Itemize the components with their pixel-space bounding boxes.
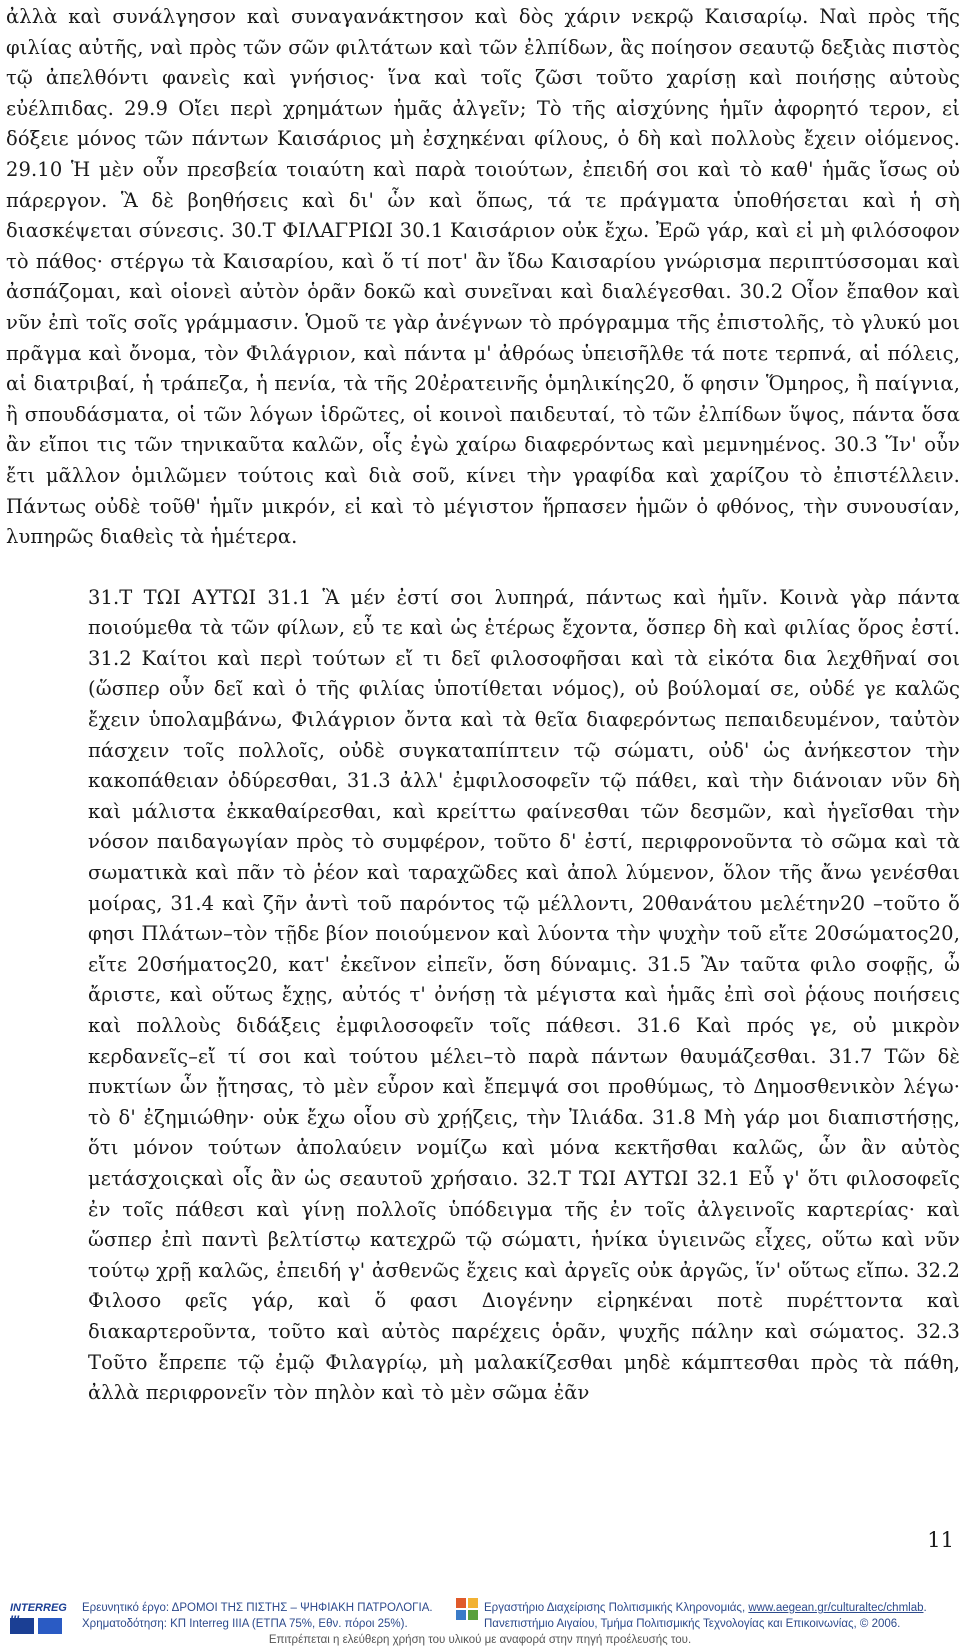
paragraph-letter-29-30: ἀλλὰ καὶ συνάλγησον καὶ συναγανάκτησον καὶ δὸς χάριν νεκρῷ Καισαρίῳ. Ναὶ πρὸς τῆς φιλίας αὐτῆς, ναὶ πρὸς τῶν σῶν φιλτάτων καὶ τῶν ἐλπίδων, ἃς ποίησον σεαυτῷ δεξιὰς πιστὸς τῷ ἀπελθόντι φανεὶς καὶ γνήσιος· ἵνα καὶ τοῖς ζῶσι τοῦτο χαρίσῃ καὶ ποιήσῃς αὐτοὺς εὐέλπιδας. 29.9 Οἴει περὶ χρημάτων ἡμᾶς ἀλγεῖν; Τὸ τῆς αἰσχύνης ἡμῖν ἀφορητό τερον, εἰ δόξειε μόνος τῶν πάντων Καισάριος μὴ ἐσχηκέναι φίλους, ὁ δὴ καὶ πολλοὺς ἔχειν οἰόμενος. 29.10 Ἡ μὲν οὖν πρεσβεία τοιαύτη καὶ παρὰ τοιούτων, ἐπειδή σοι καὶ τὸ καθ' ἡμᾶς ἴσως οὐ πάρεργον. Ἃ δὲ βοηθήσεις καὶ δι' ὧν καὶ ὅπως, τά τε πράγματα ὑποθήσεται καὶ ἡ σὴ διασκέψεται σύνεσις. 30.Τ ΦΙΛΑΓΡΙΩΙ 30.1 Καισάριον οὐκ ἔχω. Ἐρῶ γάρ, καὶ εἰ μὴ φιλόσοφον τὸ πάθος· στέργω τὰ Καισαρίου, καὶ ὅ τί ποτ' ἂν ἴδω Καισαρίου γνώρισμα περιπτύσσομαι καὶ ἀσπάζομαι, καὶ οἱονεὶ αὐτὸν ὁρᾶν δοκῶ καὶ συνεῖναι καὶ διαλέγεσθαι. 30.2 Οἷον ἔπαθον καὶ νῦν ἐπὶ τοῖς σοῖς γράμμασιν. Ὁμοῦ τε γὰρ ἀνέγνων τὸ πρόγραμμα τῆς ἐπιστολῆς, τὸ γλυκύ μοι πρᾶγμα καὶ ὄνομα, τὸν Φιλάγριον, καὶ πάντα μ' ἀθρόως ὑπεισῆλθε τά ποτε τερπνά, αἱ πόλεις, αἱ διατριβαί, ἡ τράπεζα, ἡ πενία, τὰ τῆς 20ἐρατεινῆς ὁμηλικίης20, ὅ φησιν Ὅμηρος, ἢ παίγνια, ἢ σπουδάσματα, οἱ τῶν λόγων ἱδρῶτες, οἱ κοινοὶ παιδευταί, τὸ τῶν ἐλπίδων ὕψος, πάντα ὅσα ἂν εἴποι τις τῶν τηνικαῦτα καλῶν, οἷς ἐγὼ χαίρω διαφερόντως καὶ μεμνημένος. 30.3 Ἵν' οὖν ἔτι μᾶλλον ὁμιλῶμεν τούτοις καὶ διὰ σοῦ, κίνει τὴν γραφίδα καὶ χαρίζου τὸ ἐπιστέλλειν. Πάντως οὐδὲ τοῦθ' ἡμῖν μικρόν, εἰ καὶ τὸ μέγιστον ἥρπασεν ἡμῶν ὁ φθόνος, τὴν συνουσίαν, λυπηρῶς διαθεὶς τὰ ἡμέτερα. [6,5,960,549]
document-body [6,2,960,1409]
lab-website-link[interactable]: www.aegean.gr/culturaltec/chmlab [748,1602,924,1614]
greek-flag-icon [10,1618,34,1634]
interreg-logo-text: INTERREG [10,1602,67,1614]
funding-line: Χρηματοδότηση: ΚΠ Interreg IIIA (ΕΤΠΑ 75%, Εθν. πόροι 25%). [82,1618,408,1630]
eu-flag-icon [38,1618,62,1634]
lab-logo-icon [456,1598,478,1622]
page-number: 11 [927,1528,954,1552]
paragraph-gap [6,553,960,583]
footer [0,1578,960,1651]
project-line: Ερευνητικό έργο: ΔΡΟΜΟΙ ΤΗΣ ΠΙΣΤΗΣ – ΨΗΦΙΑΚΗ ΠΑΤΡΟΛΟΓΙΑ. [82,1602,433,1614]
lab-line: Εργαστήριο Διαχείρισης Πολιτισμικής Κληρονομιάς, www.aegean.gr/culturaltec/chmlab. [484,1602,927,1614]
usage-note: Επιτρέπεται η ελεύθερη χρήση του υλικού με αναφορά στην πηγή προέλευσής του. [268,1634,692,1646]
interreg-logo [10,1602,68,1636]
lab-info [484,1600,927,1632]
paragraph-letter-31-32: 31.Τ ΤΩΙ ΑΥΤΩΙ 31.1 Ἃ μέν ἐστί σοι λυπηρά, πάντως καὶ ἡμῖν. Κοινὰ γὰρ πάντα ποιούμεθα τὰ τῶν φίλων, εὖ τε καὶ ὡς ἑτέρως ἔχοντα, ὅσπερ δὴ καὶ φιλίας ὅρος ἐστί. 31.2 Καίτοι καὶ περὶ τούτων εἴ τι δεῖ φιλοσοφῆσαι καὶ τὰ εἰκότα δια λεχθῆναί σοι (ὥσπερ οὖν δεῖ καὶ ὁ τῆς φιλίας ὑποτίθεται νόμος), οὐ βούλομαί σε, οὐδέ γε καλῶς ἔχειν ὑπολαμβάνω, Φιλάγριον ὄντα καὶ τὰ θεῖα διαφερόντως πεπαιδευμένον, ταὐτὸν πάσχειν τοῖς πολλοῖς, οὐδὲ συγκαταπίπτειν τῷ σώματι, οὐδ' ὡς ἀνήκεστον τὴν κακοπάθειαν ὀδύρεσθαι, 31.3 ἀλλ' ἐμφιλοσοφεῖν τῷ πάθει, καὶ τὴν διάνοιαν νῦν δὴ καὶ μάλιστα ἐκκαθαίρεσθαι, καὶ κρείττω φαίνεσθαι τῶν δεσμῶν, καὶ ἡγεῖσθαι τὴν νόσον παιδαγωγίαν πρὸς τὸ συμφέρον, τοῦτο δ' ἐστί, περιφρονοῦντα τὸ σῶμα καὶ τὰ σωματικὰ καὶ πᾶν τὸ ῥέον καὶ ταραχῶδες καὶ ἀπολ λύμενον, ὅλον τῆς ἄνω γενέσθαι μοίρας, 31.4 καὶ ζῆν ἀντὶ τοῦ παρόντος τῷ μέλλοντι, 20θανάτου μελέτην20 –τοῦτο ὅ φησι Πλάτων–τὸν τῇδε βίον ποιούμενον καὶ λύοντα τὴν ψυχὴν τοῦ εἴτε 20σώματος20, εἴτε 20σήματος20, κατ' ἐκεῖνον εἰπεῖν, ὅση δύναμις. 31.5 Ἂν ταῦτα φιλο σοφῇς, ὦ ἄριστε, καὶ οὕτως ἔχῃς, αὐτός τ' ὀνήσῃ τὰ μέγιστα καὶ ἡμᾶς ἐπὶ σοὶ ῥᾴους ποιήσεις καὶ πολλοὺς διδάξεις ἐμφιλοσοφεῖν τοῖς πάθεσι. 31.6 Καὶ πρός γε, οὐ μικρὸν κερδανεῖς–εἴ τί σοι καὶ τούτου μέλει–τὸ παρὰ πάντων θαυμάζεσθαι. 31.7 Τῶν δὲ πυκτίων ὧν ᾔτησας, τὸ μὲν εὗρον καὶ ἔπεμψά σοι προθύμως, τὸ Δημοσθενικὸν λέγω· τὸ δ' ἐζημιώθην· οὐκ ἔχω οἷου σὺ χρῄζεις, τὴν Ἰλιάδα. 31.8 Μὴ γάρ μοι διαπιστήσῃς, ὅτι μόνον τούτων ἀπολαύειν νομίζω καὶ μόνα κεκτῆσθαι καλῶς, ὧν ἂν αὐτὸς μετάσχοιςκαὶ οἷς ἂν ὡς σεαυτοῦ χρήσαιο. 32.Τ ΤΩΙ ΑΥΤΩΙ 32.1 Εὖ γ' ὅτι φιλοσοφεῖς ἐν τοῖς πάθεσι καὶ γίνῃ πολλοῖς ὑπόδειγμα τῆς ἐν τοῖς ἀλγεινοῖς καρτερίας· καὶ ὥσπερ ἐπὶ παντὶ βελτίστῳ κατεχρῶ τῷ σώματι, ἡνίκα ὑγιεινῶς εἶχες, οὕτω καὶ νῦν τούτῳ χρῇ καλῶς, ἐπειδή γ' ἀσθενῶς ἔχεις καὶ ἀργεῖς οὐκ ἀργῶς, ἵν' οὕτως εἴπω. 32.2 Φιλοσο φεῖς γάρ, καὶ ὅ φασι Διογένην εἰρηκέναι ποτὲ πυρέττοντα καὶ διακαρτεροῦντα, τοῦτο καὶ αὐτὸς παρέχεις ὁρᾶν, ψυχῆς πάλην καὶ σώματος. 32.3 Τοῦτο ἔπρεπε τῷ ἐμῷ Φιλαγρίῳ, μὴ μαλακίζεσθαι μηδὲ κάμπτεσθαι πρὸς τὰ πάθη, ἀλλὰ περιφρονεῖν τὸν πηλὸν καὶ τὸ μὲν σῶμα ἐᾶν [88,585,960,1405]
university-line: Πανεπιστήμιο Αιγαίου, Τμήμα Πολιτισμικής Τεχνολογίας και Επικοινωνίας, © 2006. [484,1618,901,1630]
funding-info [82,1600,433,1632]
